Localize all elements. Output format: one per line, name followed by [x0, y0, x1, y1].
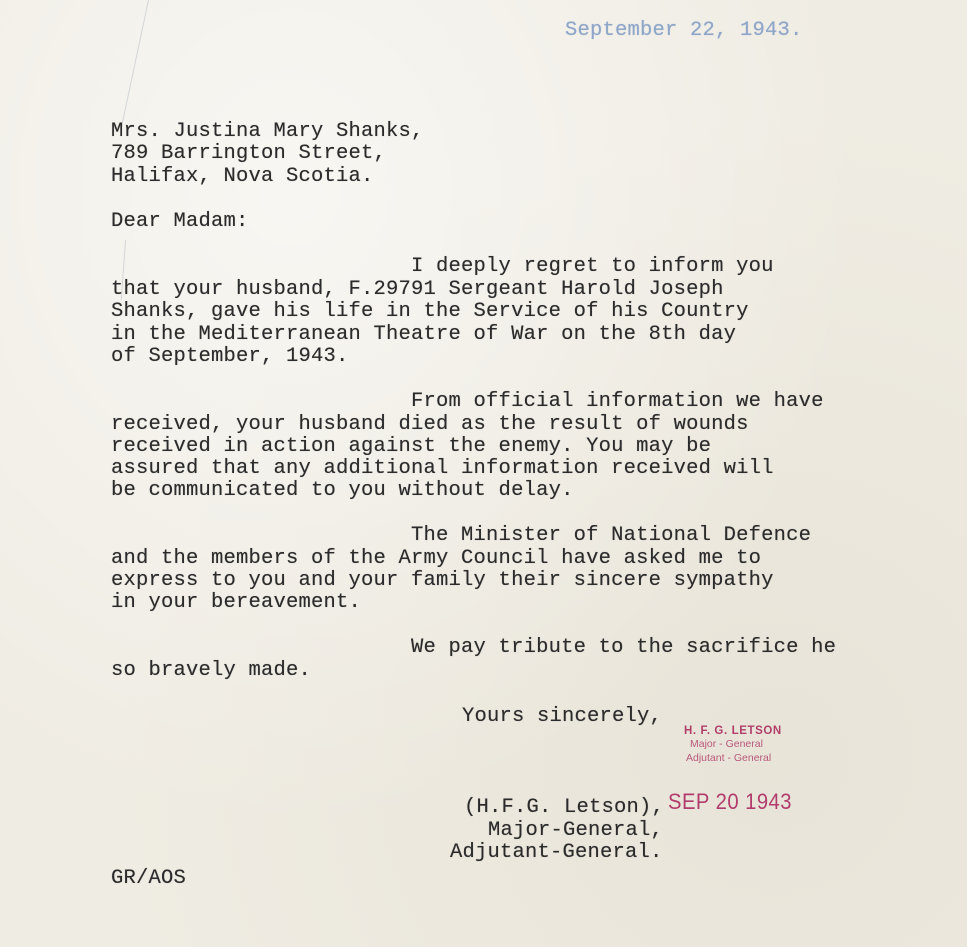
paragraph-line: that your husband, F.29791 Sergeant Harold Joseph: [111, 278, 724, 301]
letter-date: September 22, 1943.: [565, 19, 803, 42]
paper-crease: [121, 0, 149, 127]
stamp-title: Adjutant - General: [686, 751, 772, 764]
paragraph-line: assured that any additional information received will: [111, 457, 774, 480]
stamp-rank: Major - General: [690, 738, 763, 751]
signatory-rank: Major-General,: [488, 819, 664, 842]
signature-stamp: [684, 724, 782, 765]
paragraph-line: received, your husband died as the result of wounds: [111, 413, 749, 436]
paragraph-line: We pay tribute to the sacrifice he: [111, 636, 837, 659]
recipient-city: Halifax, Nova Scotia.: [111, 165, 374, 188]
paragraph-line: of September, 1943.: [111, 345, 349, 368]
paragraph-line: received in action against the enemy. You may be: [111, 435, 712, 458]
paragraph-line: in the Mediterranean Theatre of War on the 8th day: [111, 323, 737, 346]
recipient-name: Mrs. Justina Mary Shanks,: [111, 120, 424, 143]
paragraph-line: I deeply regret to inform you: [111, 255, 774, 278]
paragraph-line: in your bereavement.: [111, 591, 362, 614]
paragraph-line: be communicated to you without delay.: [111, 479, 574, 502]
stamp-name: H. F. G. LETSON: [684, 725, 782, 737]
paragraph-line: Shanks, gave his life in the Service of his Country: [111, 300, 749, 323]
signatory-name: (H.F.G. Letson),: [464, 796, 665, 819]
paragraph-line: so bravely made.: [111, 659, 312, 682]
signatory-title: Adjutant-General.: [450, 841, 663, 864]
received-date-stamp: SEP 20 1943: [668, 789, 792, 814]
paragraph-line: The Minister of National Defence: [111, 524, 812, 547]
paragraph-line: From official information we have: [111, 390, 824, 413]
recipient-street: 789 Barrington Street,: [111, 142, 387, 165]
salutation: Dear Madam:: [111, 210, 249, 233]
paragraph-line: and the members of the Army Council have asked me to: [111, 547, 762, 570]
paragraph-line: express to you and your family their sincere sympathy: [111, 569, 774, 592]
reference-code: GR/AOS: [111, 867, 187, 890]
closing: Yours sincerely,: [462, 705, 663, 728]
